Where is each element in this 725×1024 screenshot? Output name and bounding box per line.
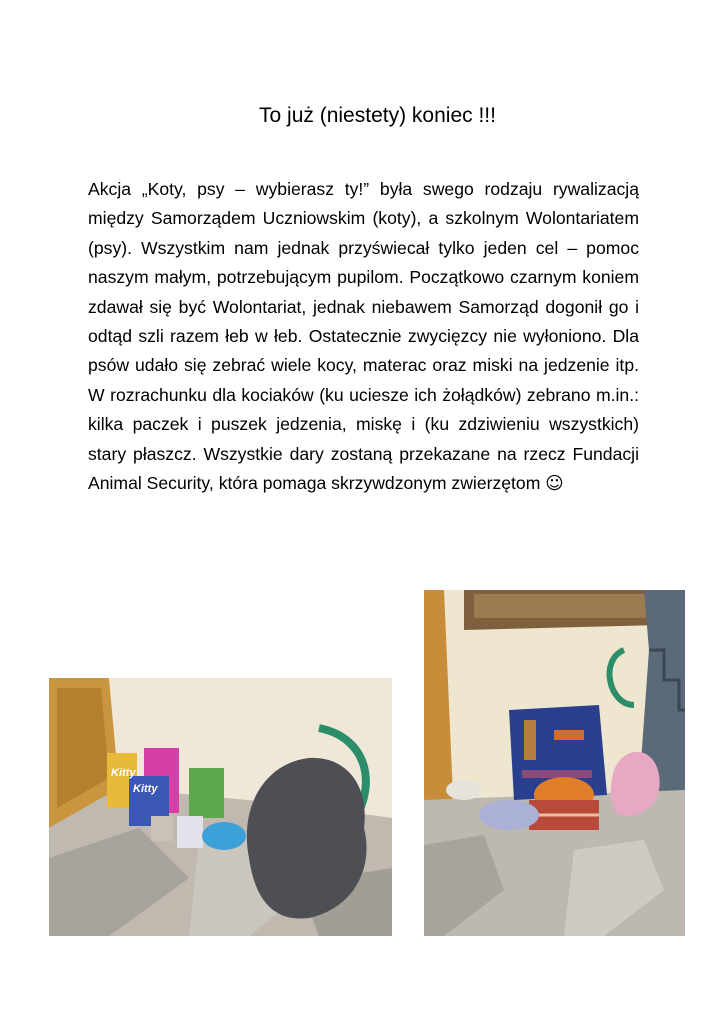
paragraph-text: Akcja „Koty, psy – wybierasz ty!” była swego rodzaju rywalizacją między Samorządem Uczniowskim (koty), a szkolnym Wolontariatem (psy). Wszystkim nam jednak przyświecał tylko jeden cel – pomoc naszym małym, potrzebującym pupilom. Początkowo czarnym koniem zdawał się być Wolontariat, jednak niebawem Samorząd dogonił go i odtąd szli razem łeb w łeb. Ostatecznie zwycięzcy nie wyłoniono. Dla psów udało się zebrać wiele kocy, materac oraz miski na jedzenie itp. W rozrachunku dla kociaków (ku uciesze ich żołądków) zebrano m.in.: kilka paczek i puszek jedzenia, miskę i (ku zdziwieniu wszystkich) stary płaszcz. Wszystkie dary zostaną przekazane na rzecz Fundacji Animal Security, która pomaga skrzywdzonym zwierzętom	[88, 179, 639, 494]
page-title: To już (niestety) koniec !!!	[259, 104, 496, 128]
photo-cat-donations	[49, 678, 392, 936]
smiley-icon: ☺	[545, 474, 564, 495]
photo-dog-donations-image	[424, 590, 685, 936]
photo-dog-donations	[424, 590, 685, 936]
package-label-kitty-2: Kitty	[133, 783, 158, 795]
body-paragraph	[88, 175, 639, 499]
photo-cat-donations-image	[49, 678, 392, 936]
package-label-kitty-1: Kitty	[111, 767, 136, 779]
